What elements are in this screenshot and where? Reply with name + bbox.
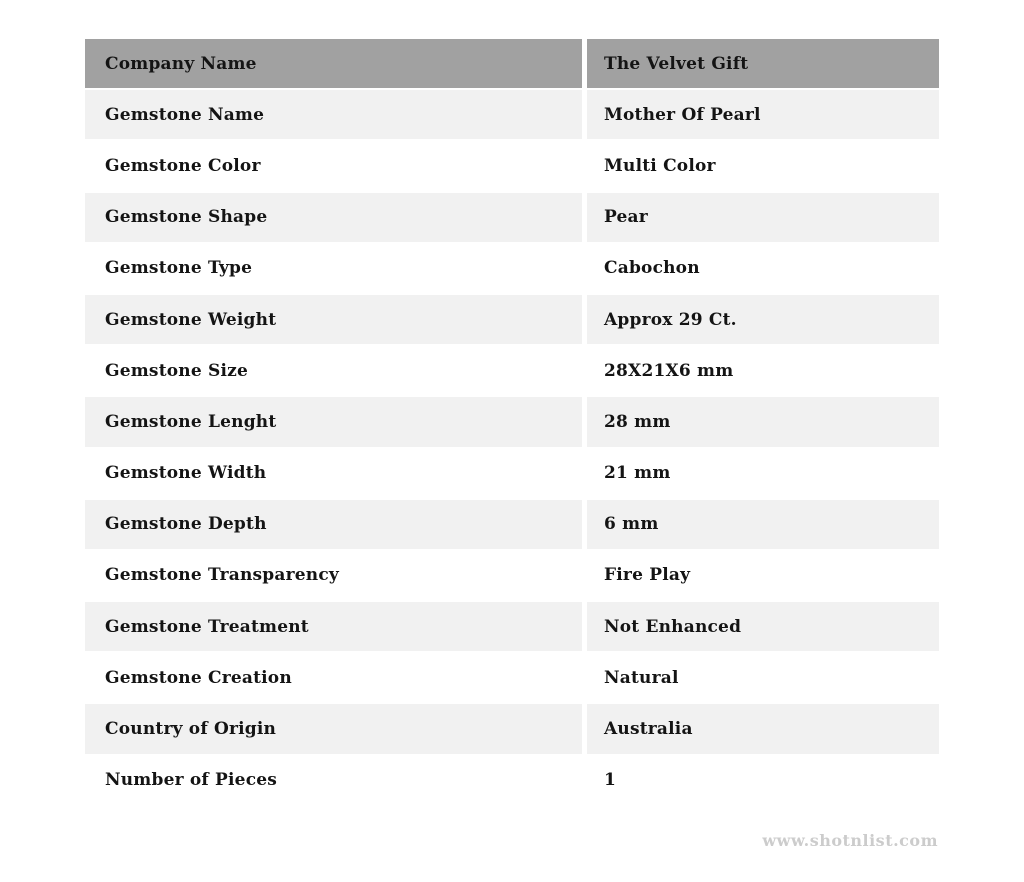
header-value-cell: The Velvet Gift — [604, 53, 749, 74]
table-row — [85, 141, 939, 192]
table-row — [85, 756, 939, 807]
row-label-cell: Country of Origin — [85, 704, 587, 753]
row-value-cell: Cabochon — [604, 258, 700, 279]
row-label-cell: Gemstone Weight — [85, 295, 587, 344]
row-label-cell: Gemstone Transparency — [85, 551, 587, 600]
row-value-cell: Natural — [604, 667, 679, 688]
row-label-cell: Gemstone Color — [85, 141, 587, 190]
row-label-cell: Gemstone Name — [85, 90, 587, 139]
row-value-cell: Fire Play — [604, 565, 691, 586]
row-value-cell: Mother Of Pearl — [604, 104, 761, 125]
table-row — [85, 295, 939, 346]
table-row — [85, 653, 939, 704]
table-rows — [85, 90, 939, 807]
row-value-cell: Multi Color — [604, 155, 716, 176]
table-row — [85, 193, 939, 244]
row-label-cell: Number of Pieces — [85, 756, 587, 805]
row-value-cell: 28 mm — [604, 411, 671, 432]
table-row — [85, 500, 939, 551]
watermark-text: www.shotnlist.com — [762, 831, 938, 850]
table-header-row — [85, 39, 939, 90]
row-value-cell: Not Enhanced — [604, 616, 742, 637]
row-label-cell: Gemstone Width — [85, 449, 587, 498]
row-label-cell: Gemstone Size — [85, 346, 587, 395]
table-row — [85, 397, 939, 448]
header-label-cell: Company Name — [85, 39, 587, 88]
row-value-cell: 28X21X6 mm — [604, 360, 734, 381]
row-label-cell: Gemstone Treatment — [85, 602, 587, 651]
row-label-cell: Gemstone Depth — [85, 500, 587, 549]
table-row — [85, 449, 939, 500]
table-row — [85, 346, 939, 397]
table-row — [85, 90, 939, 141]
table-row — [85, 704, 939, 755]
row-label-cell: Gemstone Shape — [85, 193, 587, 242]
row-value-cell: Pear — [604, 207, 648, 228]
row-label-cell: Gemstone Lenght — [85, 397, 587, 446]
row-value-cell: Australia — [604, 719, 693, 740]
row-value-cell: Approx 29 Ct. — [604, 309, 737, 330]
table-row — [85, 244, 939, 295]
gemstone-spec-table — [85, 39, 939, 807]
row-label-cell: Gemstone Type — [85, 244, 587, 293]
row-value-cell: 21 mm — [604, 463, 671, 484]
row-value-cell: 6 mm — [604, 514, 659, 535]
table-row — [85, 602, 939, 653]
table-row — [85, 551, 939, 602]
row-value-cell: 1 — [604, 770, 617, 791]
row-label-cell: Gemstone Creation — [85, 653, 587, 702]
